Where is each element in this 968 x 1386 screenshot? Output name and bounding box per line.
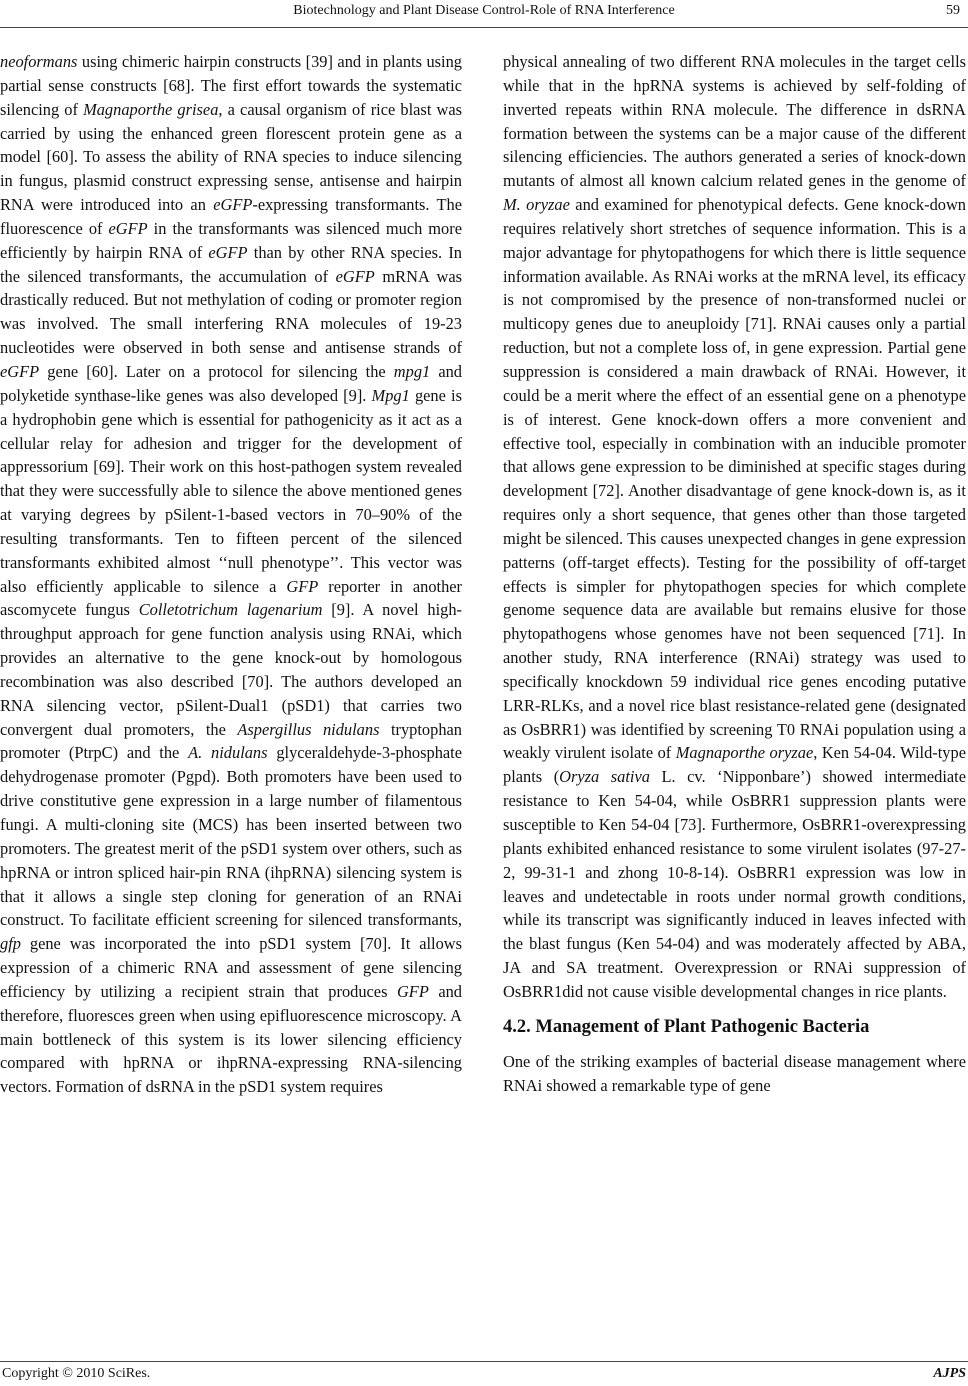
copyright-notice: Copyright © 2010 SciRes. <box>2 1366 151 1381</box>
right-paragraph-2-text: One of the striking examples of bacterial disease management where RNAi showed a remarkable type of gene <box>503 1051 966 1095</box>
footer-rule <box>0 1361 968 1362</box>
left-paragraph-1-text: neoformans using chimeric hairpin constructs [39] and in plants using partial sense constructs [68]. The first effort towards the systematic silencing of Magnaporthe grisea, a causal organism of rice blast was carried by using the enhanced green florescent protein gene as a model [60]. To assess the ability of RNA species to induce silencing in fungus, plasmid construct expressing sense, antisense and hairpin RNA were introduced into an eGFP-expressing transformants. The fluorescence of eGFP in the transformants was silenced much more efficiently by hairpin RNA of eGFP than by other RNA species. In the silenced transformants, the accumulation of eGFP mRNA was drastically reduced. But not methylation of coding or promoter region was involved. The small interfering RNA molecules of 19-23 nucleotides were observed in both sense and antisense strands of eGFP gene [60]. Later on a protocol for silencing the mpg1 and polyketide synthase-like genes was also developed [9]. Mpg1 gene is a hydrophobin gene which is essential for pathogenicity as it act as a cellular relay for adhesion and trigger for the development of appressorium [69]. Their work on this host-pathogen system revealed that they were successfully able to silence the above mentioned genes at varying degrees by pSilent-1-based vectors in 70–90% of the resulting transformants. Ten to fifteen percent of the silenced transformants exhibited almost ‘‘null phenotype’’. This vector was also efficiently applicable to silence a GFP reporter in another ascomycete fungus Colletotrichum lagenarium [9]. A novel high-throughput approach for gene function analysis using RNAi, which provides an alternative to the gene knock-out by homologous recombination was also described [70]. The authors developed an RNA silencing vector, pSilent-Dual1 (pSD1) that carries two convergent dual promoters, the Aspergillus nidulans tryptophan promoter (PtrpC) and the A. nidulans glyceraldehyde-3-phosphate dehydrogenase promoter (Pgpd). Both promoters have been used to drive constitutive gene expression in a large number of filamentous fungi. A multi-cloning site (MCS) has been inserted between two promoters. The greatest merit of the pSD1 system over others, such as hpRNA or intron spliced hair-pin RNA (ihpRNA) silencing system is that it allows a single step cloning for generation of an RNAi construct. To facilitate efficient screening for silenced transformants, gfp gene was incorporated the into pSD1 system [70]. It allows expression of a chimeric RNA and assessment of gene silencing efficiency by utilizing a recipient strain that produces GFP and therefore, fluoresces green when using epifluorescence microscopy. A main bottleneck of this system is its lower silencing efficiency compared with hpRNA or ihpRNA-expressing RNA-silencing vectors. Formation of dsRNA in the pSD1 system requires <box>0 52 463 1097</box>
page-number: 59 <box>946 3 960 18</box>
section-heading: 4.2. Management of Plant Pathogenic Bacteria <box>503 1016 870 1037</box>
right-paragraph-2 <box>503 1050 966 1098</box>
right-paragraph-1-text: physical annealing of two different RNA molecules in the target cells while that in the hpRNA systems is achieved by self-folding of inverted repeats within RNA molecule. The difference in dsRNA formation between the systems can be a major cause of the different silencing efficiencies. The authors generated a series of knock-down mutants of almost all known calcium related genes in the genome of M. oryzae and examined for phenotypical defects. Gene knock-down requires relatively short stretches of sequence information. This is a major advantage for phytopathogens for which there is little sequence information available. As RNAi works at the mRNA level, its efficacy is not compromised by the presence of non-transformed nuclei or multicopy genes due to aneuploidy [71]. RNAi causes only a partial reduction, but not a complete loss of, in gene expression. Partial gene suppression is considered a main drawback of RNAi. However, it could be a merit where the effect of an essential gene on a phenotype is of interest. Gene knock-down offers a more convenient and effective tool, especially in combination with an inducible promoter that allows gene expression to be diminished at specific stages during development [72]. Another disadvantage of gene knock-down is, as it requires only a short sequence, that genes other than those targeted might be silenced. This causes unexpected changes in gene expression patterns (off-target effects). Testing for the possibility of off-target effects is simpler for phytopathogen species for which complete genome sequence data are available but remains elusive for those phytopathogens whose genomes have not been sequenced [71]. In another study, RNA interference (RNAi) strategy was used to specifically knockdown 59 individual rice genes encoding putative LRR-RLKs, and a novel rice blast resistance-related gene (designated as OsBRR1) was identified by screening T0 RNAi population using a weakly virulent isolate of Magnaporthe oryzae, Ken 54-04. Wild-type plants (Oryza sativa L. cv. ‘Nipponbare’) showed intermediate resistance to Ken 54-04, while OsBRR1 suppression plants were susceptible to Ken 54-04 [73]. Furthermore, OsBRR1-overexpressing plants exhibited enhanced resistance to some virulent isolates (97-27-2, 99-31-1 and zhong 10-8-14). OsBRR1 expression was low in leaves and undetectable in roots under normal growth conditions, while its transcript was significantly induced in leaves infected with the blast fungus (Ken 54-04) and was moderately affected by ABA, JA and SA treatment. Overexpression or RNAi suppression of OsBRR1did not cause visible developmental changes in rice plants. <box>503 52 966 1001</box>
right-column <box>503 50 966 1097</box>
right-paragraph-1 <box>503 50 966 1004</box>
running-header <box>0 3 968 23</box>
left-paragraph-1 <box>0 50 462 1099</box>
running-title: Biotechnology and Plant Disease Control-Role of RNA Interference <box>293 3 675 18</box>
journal-abbreviation: AJPS <box>933 1366 966 1381</box>
header-rule <box>0 27 968 28</box>
left-column <box>0 50 462 1099</box>
